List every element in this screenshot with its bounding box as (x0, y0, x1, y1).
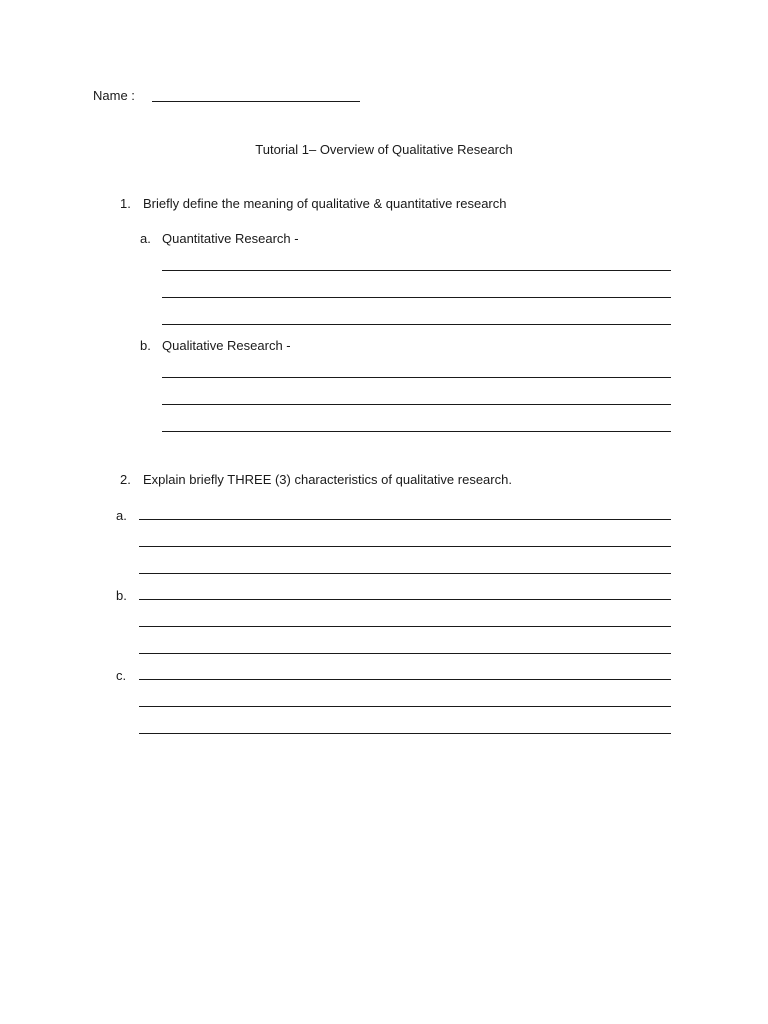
name-field[interactable] (152, 101, 360, 102)
q1b-marker: b. (140, 338, 151, 353)
q2a-answer-line-3[interactable] (139, 573, 671, 574)
q2a-answer-line-2[interactable] (139, 546, 671, 547)
q1b-answer-line-2[interactable] (162, 404, 671, 405)
q1-number: 1. (120, 196, 131, 211)
q2-text: Explain briefly THREE (3) characteristics of qualitative research. (143, 472, 512, 487)
q2b-answer-line-3[interactable] (139, 653, 671, 654)
q2c-answer-line-1[interactable] (139, 679, 671, 680)
q2a-answer-line-1[interactable] (139, 519, 671, 520)
q1a-answer-line-2[interactable] (162, 297, 671, 298)
q1a-answer-line-3[interactable] (162, 324, 671, 325)
q1-text: Briefly define the meaning of qualitative & quantitative research (143, 196, 507, 211)
q2c-answer-line-2[interactable] (139, 706, 671, 707)
name-label: Name : (93, 88, 135, 103)
q2a-marker: a. (116, 508, 127, 523)
q1a-label: Quantitative Research - (162, 231, 299, 246)
q2c-marker: c. (116, 668, 127, 683)
q1a-answer-line-1[interactable] (162, 270, 671, 271)
q2b-marker: b. (116, 588, 127, 603)
q2b-answer-line-1[interactable] (139, 599, 671, 600)
q1b-answer-line-1[interactable] (162, 377, 671, 378)
q2-number: 2. (120, 472, 131, 487)
page-title: Tutorial 1– Overview of Qualitative Research (255, 142, 513, 157)
q2b-answer-line-2[interactable] (139, 626, 671, 627)
q1a-marker: a. (140, 231, 151, 246)
q1b-label: Qualitative Research - (162, 338, 291, 353)
q2c-answer-line-3[interactable] (139, 733, 671, 734)
q1b-answer-line-3[interactable] (162, 431, 671, 432)
